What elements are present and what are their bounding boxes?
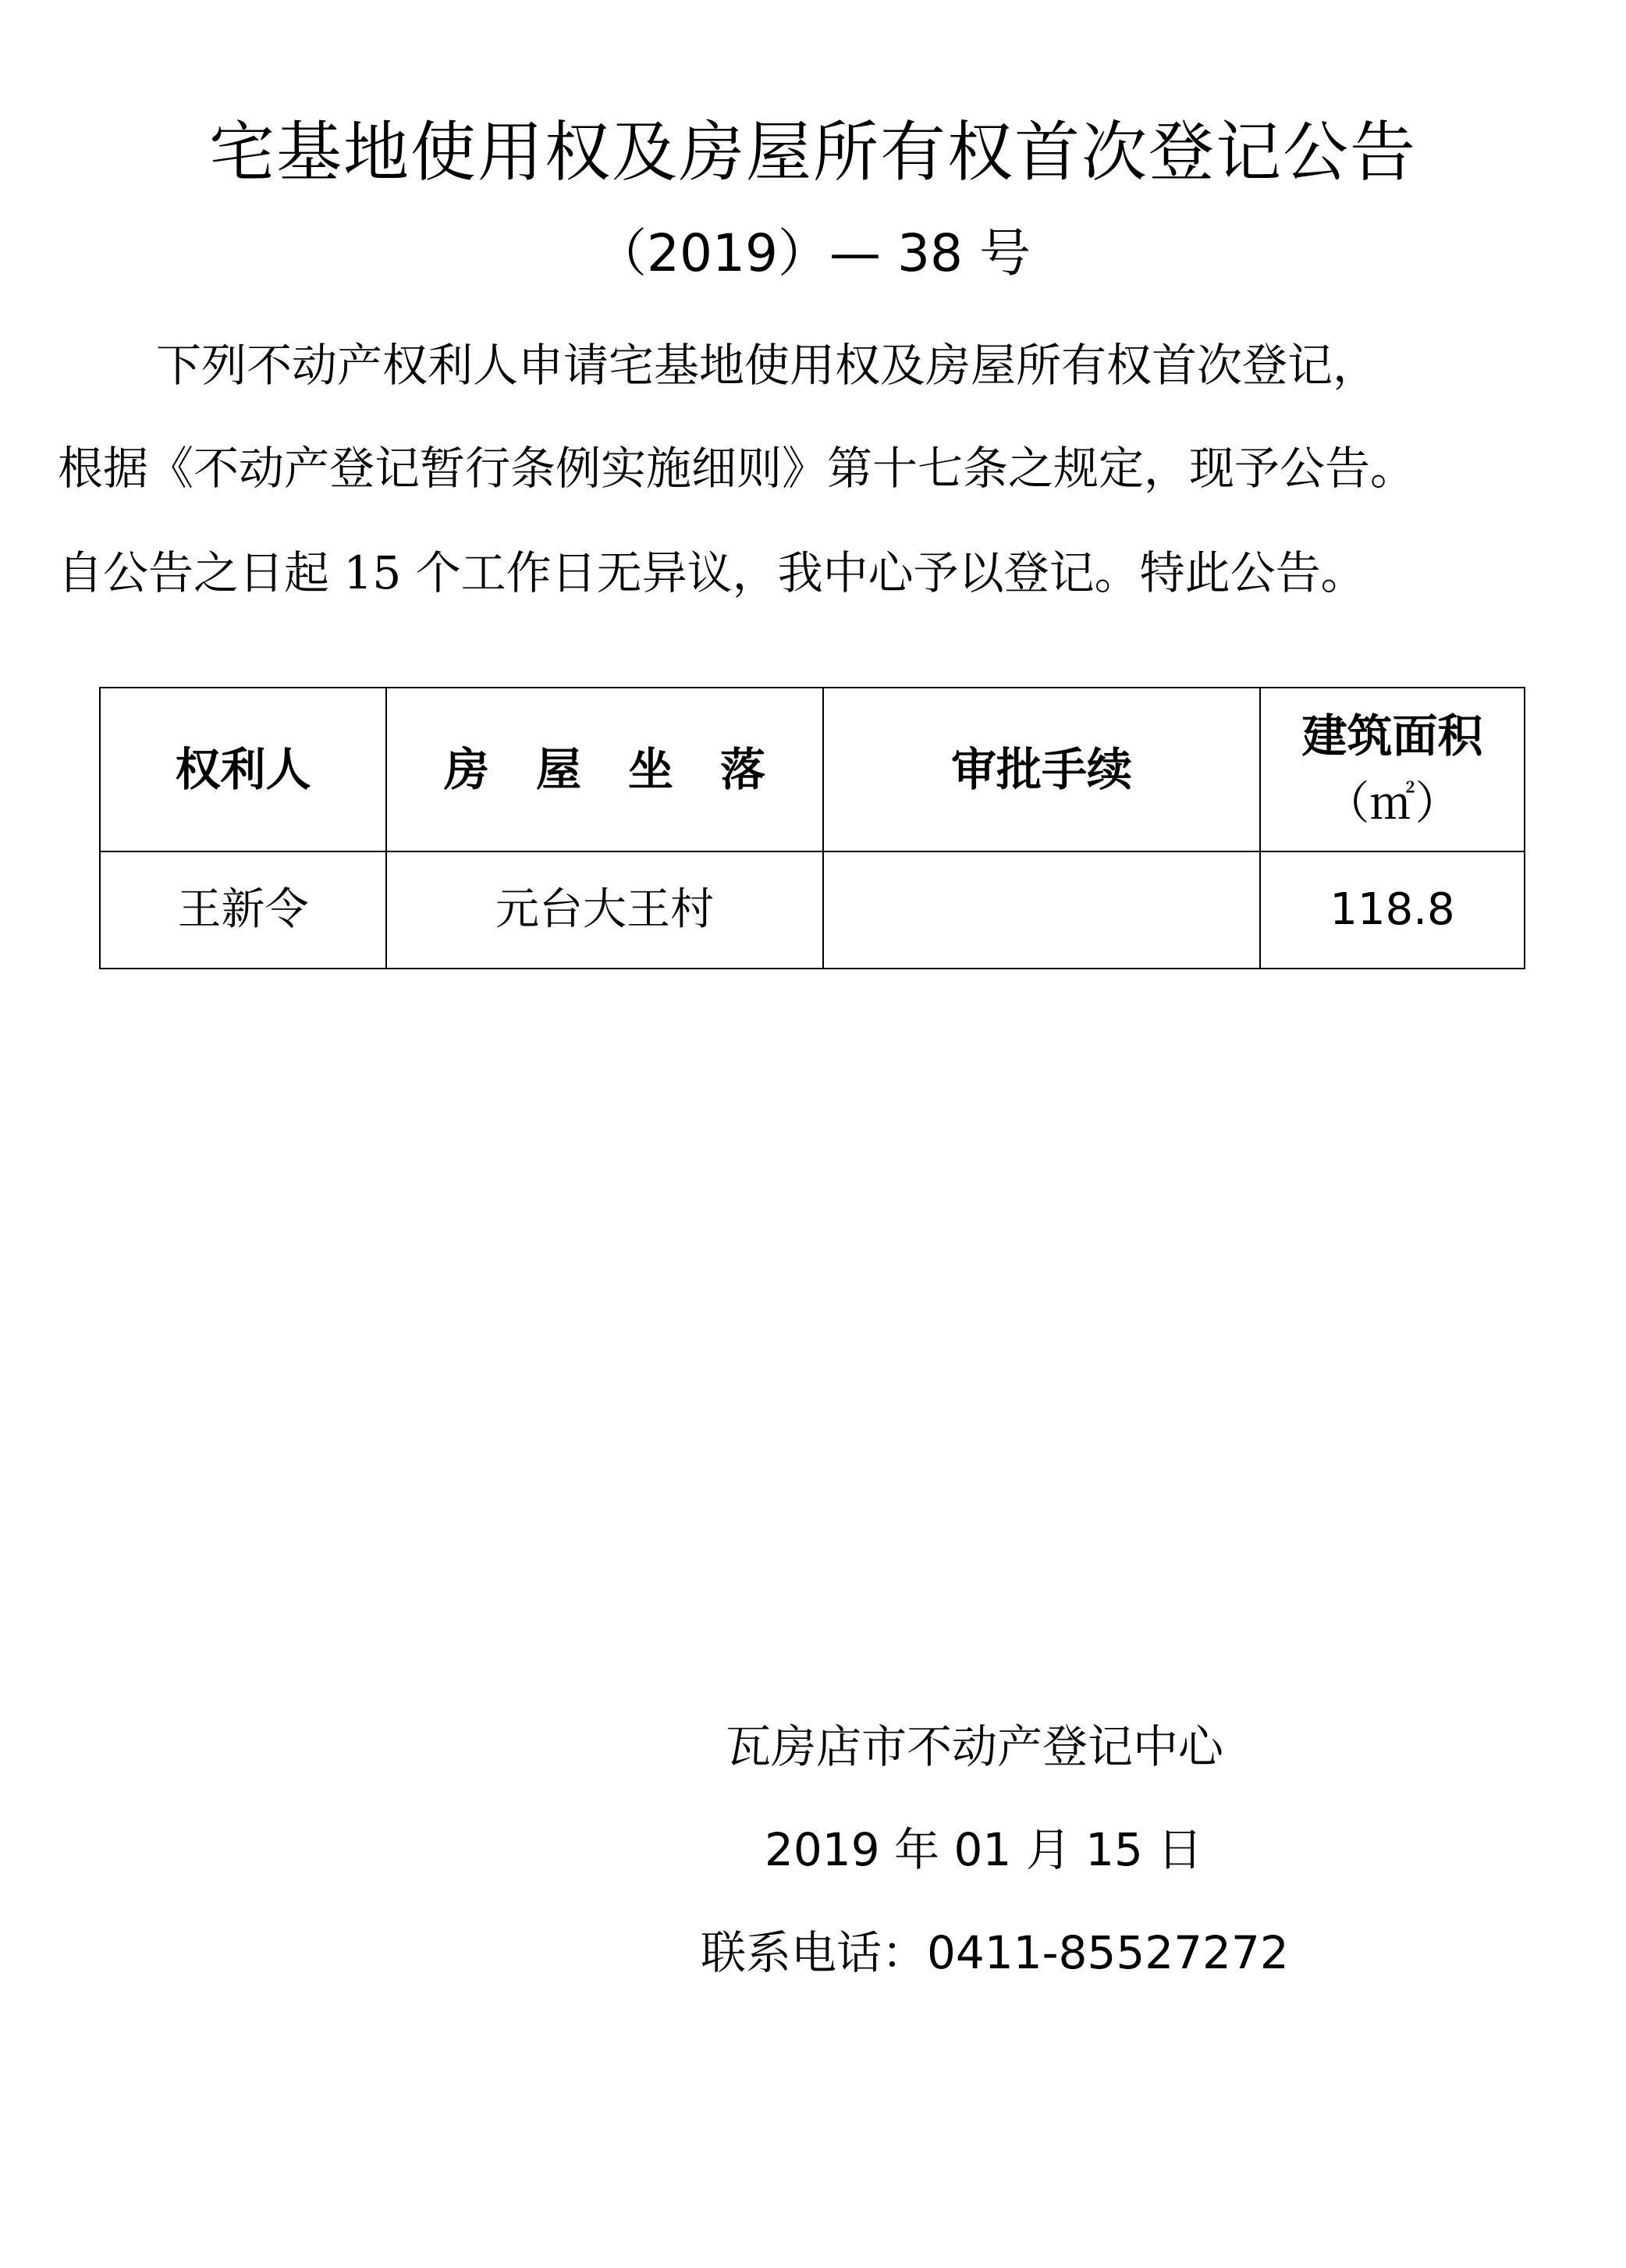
body-line-1: 下列不动产权利人申请宅基地使用权及房屋所有权首次登记， <box>156 339 1379 392</box>
footer-date: 2019 年 01 月 15 日 <box>765 1823 1203 1876</box>
header-area-label: 建筑面积 <box>1301 709 1483 763</box>
body-line-2: 根据《不动产登记暂行条例实施细则》第十七条之规定，现予公告。 <box>58 442 1416 495</box>
footer-organization: 瓦房店市不动产登记中心 <box>726 1720 1224 1773</box>
header-location-label: 房屋坐落 <box>443 743 812 796</box>
document-title: 宅基地使用权及房屋所有权首次登记公告 <box>208 114 1417 190</box>
header-owner: 权利人 <box>100 688 386 851</box>
cell-owner: 王新令 <box>100 851 386 969</box>
header-area <box>1260 688 1525 851</box>
footer-phone: 联系电话：0411-85527272 <box>701 1926 1289 1979</box>
header-approval: 审批手续 <box>823 688 1260 851</box>
document-number: （2019）— 38 号 <box>595 223 1031 283</box>
cell-area: 118.8 <box>1260 851 1525 969</box>
header-location <box>386 688 823 851</box>
table-row <box>100 851 1525 969</box>
cell-approval <box>823 851 1260 969</box>
registration-table <box>99 687 1525 969</box>
table-header-row <box>100 688 1525 851</box>
body-line-3: 自公告之日起 15 个工作日无异议，我中心予以登记。特此公告。 <box>58 546 1366 599</box>
header-area-unit: （㎡） <box>1324 777 1461 830</box>
cell-location: 元台大王村 <box>386 851 823 969</box>
